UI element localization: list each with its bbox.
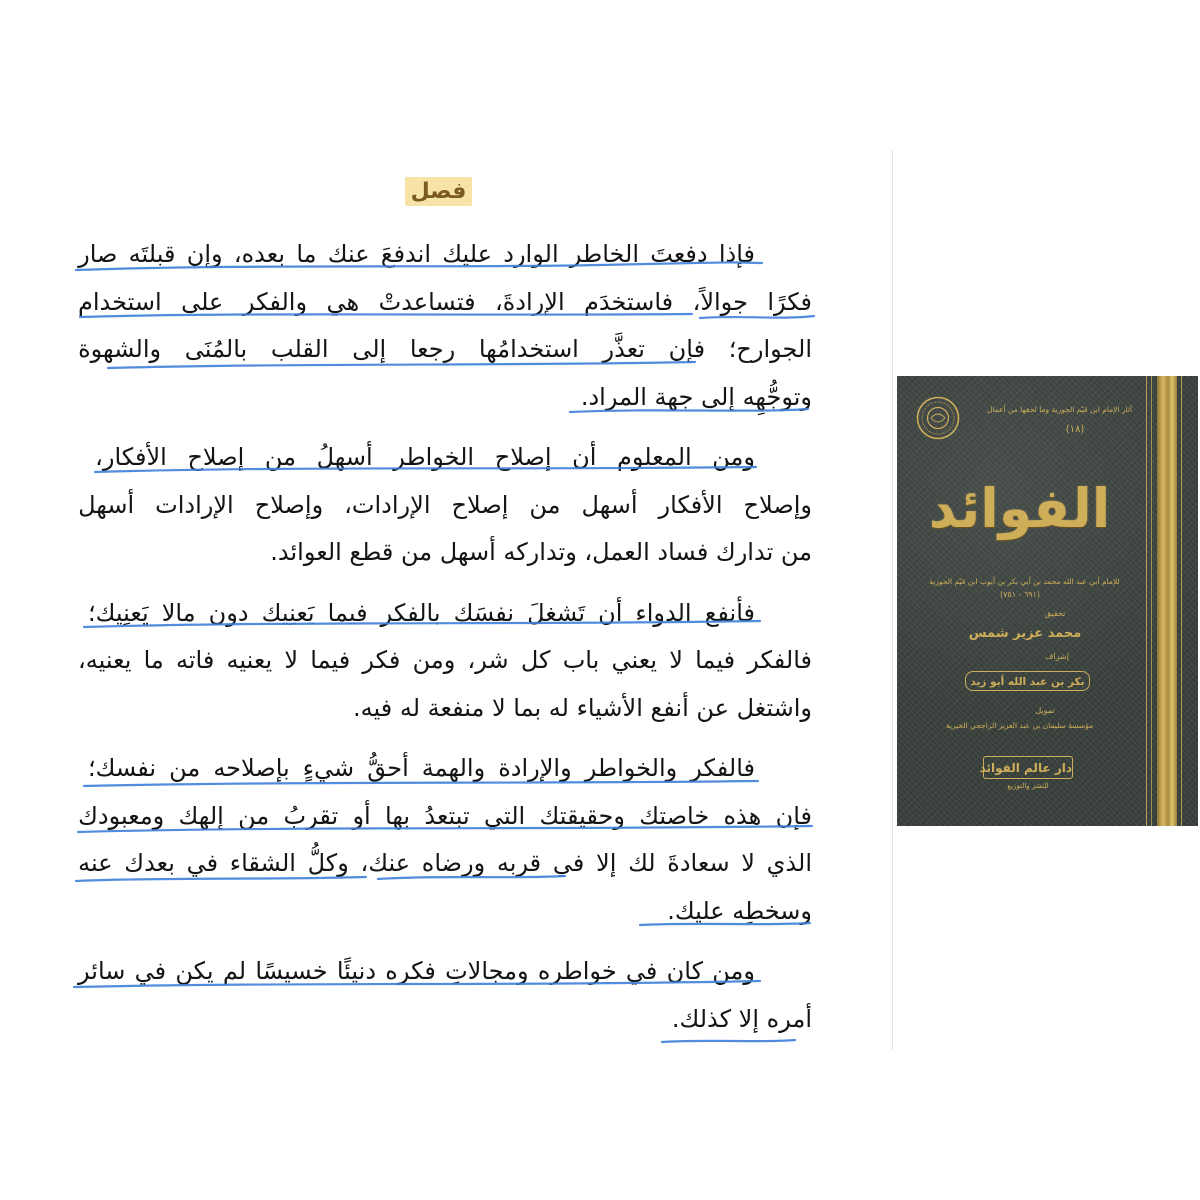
word: ورضاه — [421, 849, 486, 877]
word: وإن — [186, 240, 223, 268]
paragraph — [78, 434, 812, 577]
cover-editor-label: تحقيق — [1044, 609, 1066, 618]
word: فيما — [695, 646, 736, 674]
word: لم — [222, 957, 247, 985]
word: يعنيه، — [78, 646, 132, 674]
word: يَعنِيك؛ — [88, 598, 149, 627]
section-heading-highlight — [405, 177, 472, 206]
word: والإرادة — [498, 754, 572, 782]
word: بها — [385, 801, 411, 830]
cover-gold-band — [1157, 376, 1177, 826]
word: أن — [572, 443, 597, 471]
word: الخاطر — [569, 240, 640, 268]
word: هي — [326, 287, 360, 316]
word: من — [238, 801, 270, 830]
word: عنك — [327, 240, 370, 268]
word: ومن — [712, 957, 755, 985]
word: فالفكر — [747, 646, 812, 674]
word: قبلتَه — [128, 240, 176, 268]
cover-gold-stripe — [1146, 376, 1147, 826]
word: الذي — [766, 849, 812, 877]
word: فتساعدتْ — [378, 287, 476, 316]
text-line — [78, 840, 812, 888]
word: رجعا — [409, 335, 456, 363]
paragraph — [78, 948, 812, 1043]
text-line — [78, 745, 812, 793]
word: كان — [666, 957, 704, 985]
word: الشقاء — [229, 849, 296, 877]
word: دنيئًا — [336, 957, 377, 985]
cover-editor: محمد عزير شمس — [968, 626, 1082, 641]
word: تَشغلَ — [527, 598, 585, 627]
word: فكره — [385, 957, 436, 985]
word: لا — [284, 646, 299, 674]
word: تقربُ — [283, 801, 339, 830]
word: بإصلاحه — [213, 754, 290, 782]
word: فإن — [775, 801, 812, 830]
word: صار — [78, 240, 118, 268]
word: مالا — [161, 598, 196, 627]
word: عنك، — [360, 849, 411, 877]
word: إلى — [352, 335, 387, 363]
word: خسيسًا — [255, 957, 328, 985]
word: أحقُّ — [367, 754, 409, 782]
word: فإذا — [718, 240, 755, 268]
cover-title: الفوائد — [928, 477, 1111, 540]
word: جوالاً، — [692, 287, 748, 316]
cover-funding-label: تمويل — [1035, 706, 1055, 715]
section-heading: فصل — [410, 179, 467, 204]
cover-gold-stripe — [1181, 376, 1182, 826]
word: ما — [143, 646, 164, 674]
word: والخواطر — [584, 754, 678, 782]
text-line — [78, 793, 812, 841]
word: الأفكار، — [95, 443, 167, 471]
vertical-divider — [892, 150, 893, 1050]
word: ومجالاتِ — [445, 957, 529, 985]
word: فأنفع — [704, 598, 755, 627]
text-line — [78, 326, 812, 374]
page-text — [78, 231, 812, 1056]
word: ومعبودك — [78, 801, 165, 830]
word: في — [625, 957, 658, 985]
word: شر، — [467, 646, 509, 674]
word: فيما — [310, 646, 351, 674]
word: باب — [562, 646, 600, 674]
word: من — [529, 490, 561, 519]
word: ومن — [412, 646, 456, 674]
word: الوارد — [503, 240, 559, 268]
cover-dates: (٦٩١ - ٧٥١) — [999, 590, 1040, 599]
word: أسهلُ — [316, 443, 373, 471]
text-line — [78, 434, 812, 482]
word: ما — [296, 240, 317, 268]
word: يَعنِيك — [261, 598, 315, 627]
text-line — [78, 948, 812, 996]
word: استخدام — [78, 287, 162, 316]
word: الإرادات، — [344, 490, 431, 519]
word: وإصلاح — [254, 490, 324, 519]
word: كل — [520, 646, 551, 674]
word: الدواء — [635, 598, 692, 627]
word: نفسك؛ — [88, 754, 157, 782]
cover-supervisor-label: إشراف — [1045, 652, 1069, 661]
word: أسهل — [581, 490, 638, 519]
text-line: واشتغل عن أنفع الأشياء له بما لا منفعة له فيه. — [353, 693, 812, 722]
word: والفكر — [242, 287, 308, 316]
word: نفسَك — [453, 598, 515, 627]
cover-author: للإمام أبي عبد الله محمد بن أبي بكر بن أيوب ابن قيّم الجوزية — [929, 577, 1120, 586]
word: وكلُّ — [307, 849, 349, 877]
word: المعلوم — [617, 443, 692, 471]
word: في — [134, 957, 167, 985]
word: في — [552, 849, 585, 877]
word: من — [169, 754, 201, 782]
word: اندفعَ — [380, 240, 432, 268]
word: بعده، — [233, 240, 286, 268]
word: إصلاح — [187, 443, 245, 471]
word: خاصتك — [639, 801, 710, 830]
text-line: وتوجُّهِه إلى جهة المراد. — [580, 382, 812, 411]
word: لك — [628, 849, 656, 877]
word: أن — [598, 598, 623, 627]
word: يعنيه — [226, 646, 273, 674]
word: فالفكر — [690, 754, 755, 782]
word: عليك — [442, 240, 493, 268]
word: أو — [352, 801, 371, 830]
word: الخواطر — [393, 443, 475, 471]
word: بالفكر — [380, 598, 441, 627]
word: لا — [741, 849, 755, 877]
word: الإرادةَ، — [494, 287, 565, 316]
word: أسهل — [78, 490, 135, 519]
word: وإصلاح — [743, 490, 812, 519]
word: إلا — [596, 849, 617, 877]
cover-publisher-logo: دار عالم الفوائد — [983, 756, 1073, 779]
word: فيما — [327, 598, 368, 627]
word: والشهوة — [78, 335, 162, 363]
paragraph — [78, 231, 812, 421]
text-line — [78, 637, 812, 685]
word: على — [181, 287, 224, 316]
word: فاستخدَم — [584, 287, 674, 316]
word: والهمة — [421, 754, 486, 782]
cover-series: آثار الإمام ابن قيّم الجوزية وما لحقها من أعمال — [987, 405, 1132, 414]
text-line — [78, 279, 812, 327]
text-line — [78, 482, 812, 530]
text-line: وسخطِه عليك. — [667, 896, 812, 925]
word: إصلاح — [494, 443, 552, 471]
text-line — [78, 590, 812, 638]
word: استخدامُها — [478, 335, 579, 363]
word: ومن — [712, 443, 755, 471]
word: بعدك — [124, 849, 175, 877]
word: يعني — [611, 646, 658, 674]
word: في — [186, 849, 219, 877]
word: شيءٍ — [302, 754, 355, 782]
paragraph — [78, 745, 812, 935]
paragraph — [78, 590, 812, 733]
word: لا — [669, 646, 683, 674]
word: قربه — [496, 849, 542, 877]
word: الأفكار — [658, 490, 723, 519]
word: يكن — [175, 957, 214, 985]
word: عنه — [78, 849, 113, 877]
text-line: من تدارك فساد العمل، وتداركه أسهل من قطع العوائد. — [270, 538, 812, 566]
word: دون — [208, 598, 249, 627]
word: من — [264, 443, 297, 471]
text-line: أمره إلا كذلك. — [671, 1004, 812, 1033]
word: القلب — [270, 335, 329, 363]
word: فكرًا — [767, 287, 812, 316]
cover-volume-number: (١٨) — [1065, 424, 1085, 435]
word: الإرادات — [155, 490, 234, 519]
word: هذه — [723, 801, 762, 830]
word: إلهك — [178, 801, 224, 830]
word: الجوارح؛ — [728, 335, 812, 363]
word: فكر — [362, 646, 401, 674]
word: وحقيقتك — [539, 801, 625, 830]
word: فإن — [668, 335, 706, 363]
word: التي — [483, 801, 526, 830]
word: تبتعدُ — [424, 801, 470, 830]
word: خواطره — [537, 957, 617, 985]
word: سائر — [78, 957, 126, 985]
book-cover — [897, 376, 1198, 826]
word: بالمُنَى — [184, 335, 248, 363]
cover-supervisor: بكر بن عبد الله أبو زيد — [965, 671, 1090, 691]
cover-publisher-tagline: للنشر والتوزيع — [1007, 782, 1049, 790]
cover-gold-stripe — [1151, 376, 1152, 826]
word: فاته — [175, 646, 215, 674]
cover-funder: مؤسسة سليمان بن عبد العزيز الراجحي الخيرية — [945, 721, 1094, 730]
word: تعذَّر — [602, 335, 645, 363]
text-line — [78, 231, 812, 279]
word: سعادةَ — [667, 849, 730, 877]
word: دفعتَ — [650, 240, 708, 268]
word: إصلاح — [451, 490, 509, 519]
seal-logo — [916, 396, 960, 440]
